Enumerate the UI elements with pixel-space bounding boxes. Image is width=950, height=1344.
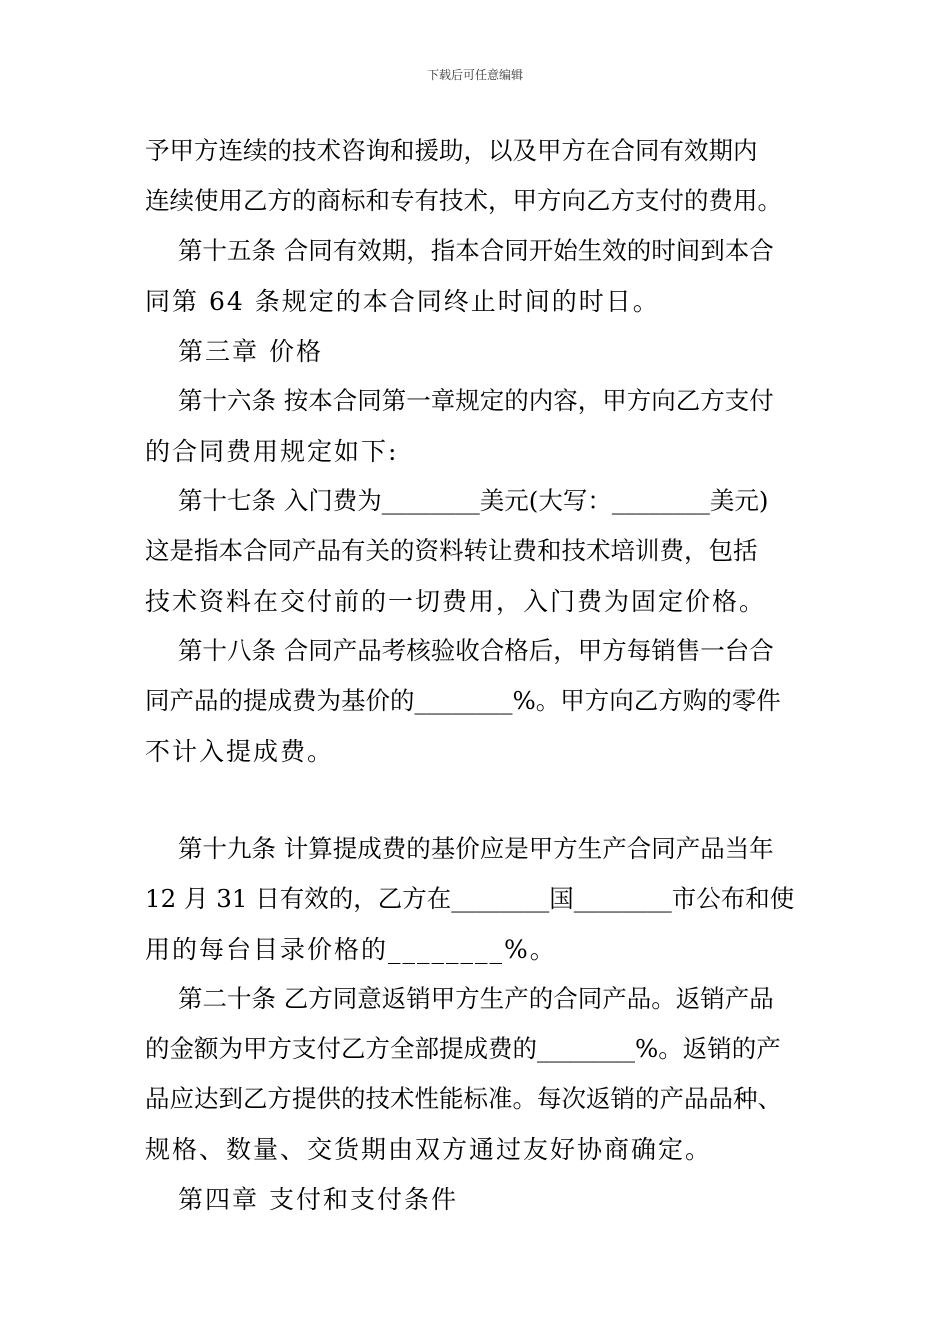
text-line: 予甲方连续的技术咨询和援助，以及甲方在合同有效期内 xyxy=(145,136,758,165)
text-line: 不计入提成费。 xyxy=(145,737,335,766)
text-line: 规格、数量、交货期由双方通过友好协商确定。 xyxy=(145,1135,713,1164)
clause-16: 第十六条 按本合同第一章规定的内容，甲方向乙方支付 xyxy=(178,386,774,415)
clause-18: 第十八条 合同产品考核验收合格后，甲方每销售一台合 xyxy=(178,636,774,665)
text-line: 的金额为甲方支付乙方全部提成费的________%。返销的产 xyxy=(145,1034,781,1063)
text-line: 这是指本合同产品有关的资料转让费和技术培训费，包括 xyxy=(145,536,758,565)
page-header: 下载后可任意编辑 xyxy=(426,68,523,82)
text-line: 用的每台目录价格的________%。 xyxy=(145,935,557,964)
chapter-heading: 第四章 支付和支付条件 xyxy=(178,1185,458,1214)
text-line: 技术资料在交付前的一切费用，入门费为固定价格。 xyxy=(145,587,767,616)
clause-15: 第十五条 合同有效期，指本合同开始生效的时间到本合 xyxy=(178,236,774,265)
text-line: 连续使用乙方的商标和专有技术，甲方向乙方支付的费用。 xyxy=(145,186,782,215)
text-line: 同产品的提成费为基价的________%。甲方向乙方购的零件 xyxy=(145,686,781,715)
text-line: 12 月 31 日有效的，乙方在________国________市公布和使 xyxy=(145,884,795,913)
text-line: 的合同费用规定如下: xyxy=(145,437,399,466)
clause-20: 第二十条 乙方同意返销甲方生产的合同产品。返销产品 xyxy=(178,984,774,1013)
text-line: 同第 64 条规定的本合同终止时间的时日。 xyxy=(145,287,660,316)
clause-19: 第十九条 计算提成费的基价应是甲方生产合同产品当年 xyxy=(178,834,774,863)
chapter-heading: 第三章 价格 xyxy=(178,337,323,366)
clause-17: 第十七条 入门费为________美元(大写：________美元) xyxy=(178,486,769,515)
text-line: 品应达到乙方提供的技术性能标准。每次返销的产品品种、 xyxy=(145,1084,782,1113)
